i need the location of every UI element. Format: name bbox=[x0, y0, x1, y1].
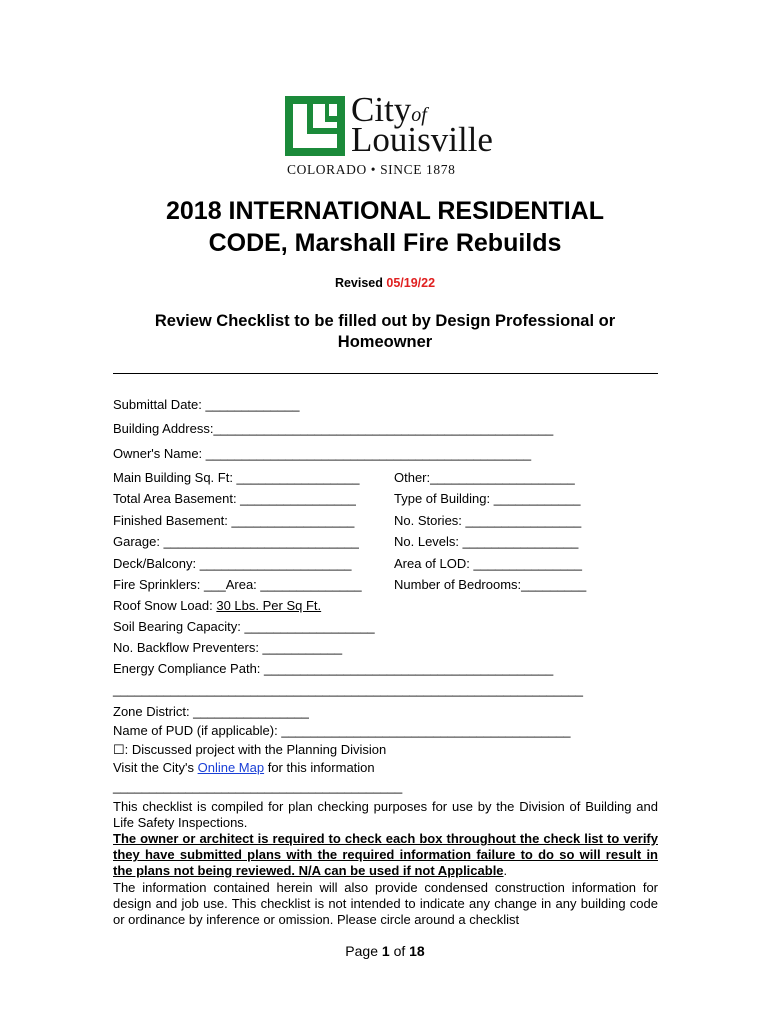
logo-tagline: COLORADO • SINCE 1878 bbox=[287, 162, 456, 177]
visit-prefix: Visit the City's bbox=[113, 760, 198, 775]
requirement-text: The owner or architect is required to check each box throughout the check list to verify they have submitted plans with the required information failure to do so will result in the plans not being reviewed. N/A can be used if not Applicable bbox=[113, 831, 658, 878]
submittal-date-field[interactable]: Submittal Date: _____________ bbox=[113, 397, 300, 412]
page-label: Page bbox=[345, 943, 378, 959]
requirement-end: . bbox=[503, 863, 508, 878]
roof-snow-value: 30 Lbs. Per Sq Ft. bbox=[216, 598, 322, 613]
soil-bearing-field[interactable]: Soil Bearing Capacity: __________________ bbox=[113, 619, 375, 634]
online-map-link[interactable]: Online Map bbox=[197, 760, 265, 775]
discussed-planning-checkbox[interactable]: ☐: Discussed project with the Planning Division bbox=[113, 742, 387, 757]
page-number bbox=[0, 943, 770, 959]
page-of: of bbox=[393, 943, 406, 959]
document-title bbox=[0, 195, 770, 259]
logo-city-text: Cityof bbox=[351, 90, 427, 129]
deck-balcony-field[interactable]: Deck/Balcony: _____________________ bbox=[113, 556, 352, 571]
subtitle-line-1: Review Checklist to be filled out by Design Professional or bbox=[154, 312, 616, 330]
other-field[interactable]: Other:____________________ bbox=[394, 470, 575, 485]
no-stories-field[interactable]: No. Stories: ________________ bbox=[394, 513, 582, 528]
roof-snow-label: Roof Snow Load: bbox=[113, 598, 217, 613]
total-area-basement-field[interactable]: Total Area Basement: ________________ bbox=[113, 491, 356, 506]
section-separator: _________________________________________________________________ bbox=[113, 682, 583, 697]
logo-louisville-text: Louisville bbox=[351, 120, 493, 159]
information-paragraph: The information contained herein will also provide condensed construction information for design and job use. This checklist is not intended to indicate any change in any building code or ordinance by inference or omission. Please circle around a checklist bbox=[113, 880, 658, 927]
page-current: 1 bbox=[381, 943, 390, 959]
area-of-lod-field[interactable]: Area of LOD: _______________ bbox=[394, 556, 582, 571]
visit-suffix: for this information bbox=[264, 760, 375, 775]
finished-basement-field[interactable]: Finished Basement: _________________ bbox=[113, 513, 355, 528]
revised-line bbox=[0, 276, 770, 290]
requirement-paragraph bbox=[113, 831, 658, 879]
zone-district-field[interactable]: Zone District: ________________ bbox=[113, 704, 309, 719]
no-levels-field[interactable]: No. Levels: ________________ bbox=[394, 534, 579, 549]
page-total: 18 bbox=[409, 943, 425, 959]
short-separator: ________________________________________ bbox=[113, 779, 403, 794]
document-subtitle bbox=[0, 311, 770, 353]
building-address-field[interactable]: Building Address:_______________________________________________ bbox=[113, 421, 554, 436]
fire-sprinklers-field[interactable]: Fire Sprinklers: ___Area: ______________ bbox=[113, 577, 362, 592]
main-building-sqft-field[interactable]: Main Building Sq. Ft: _________________ bbox=[113, 470, 360, 485]
visit-map-line bbox=[113, 760, 375, 776]
revised-date: 05/19/22 bbox=[386, 276, 436, 290]
backflow-preventers-field[interactable]: No. Backflow Preventers: ___________ bbox=[113, 640, 343, 655]
type-of-building-field[interactable]: Type of Building: ____________ bbox=[394, 491, 581, 506]
intro-paragraph: This checklist is compiled for plan checking purposes for use by the Division of Building and Life Safety Inspections. bbox=[113, 799, 658, 830]
roof-snow-load-field bbox=[113, 598, 321, 614]
owners-name-field[interactable]: Owner's Name: _____________________________________________ bbox=[113, 446, 532, 461]
garage-field[interactable]: Garage: ___________________________ bbox=[113, 534, 359, 549]
header-divider bbox=[113, 373, 658, 374]
energy-compliance-field[interactable]: Energy Compliance Path: ________________________________________ bbox=[113, 661, 554, 676]
pud-name-field[interactable]: Name of PUD (if applicable): ________________________________________ bbox=[113, 723, 571, 738]
title-line-1: 2018 INTERNATIONAL RESIDENTIAL bbox=[165, 197, 605, 225]
subtitle-line-2: Homeowner bbox=[337, 333, 433, 351]
revised-label: Revised bbox=[334, 276, 383, 290]
louisville-logo-mark-icon bbox=[285, 96, 345, 156]
title-line-2: CODE, Marshall Fire Rebuilds bbox=[208, 229, 562, 257]
number-of-bedrooms-field[interactable]: Number of Bedrooms:_________ bbox=[394, 577, 587, 592]
city-logo bbox=[285, 92, 495, 182]
